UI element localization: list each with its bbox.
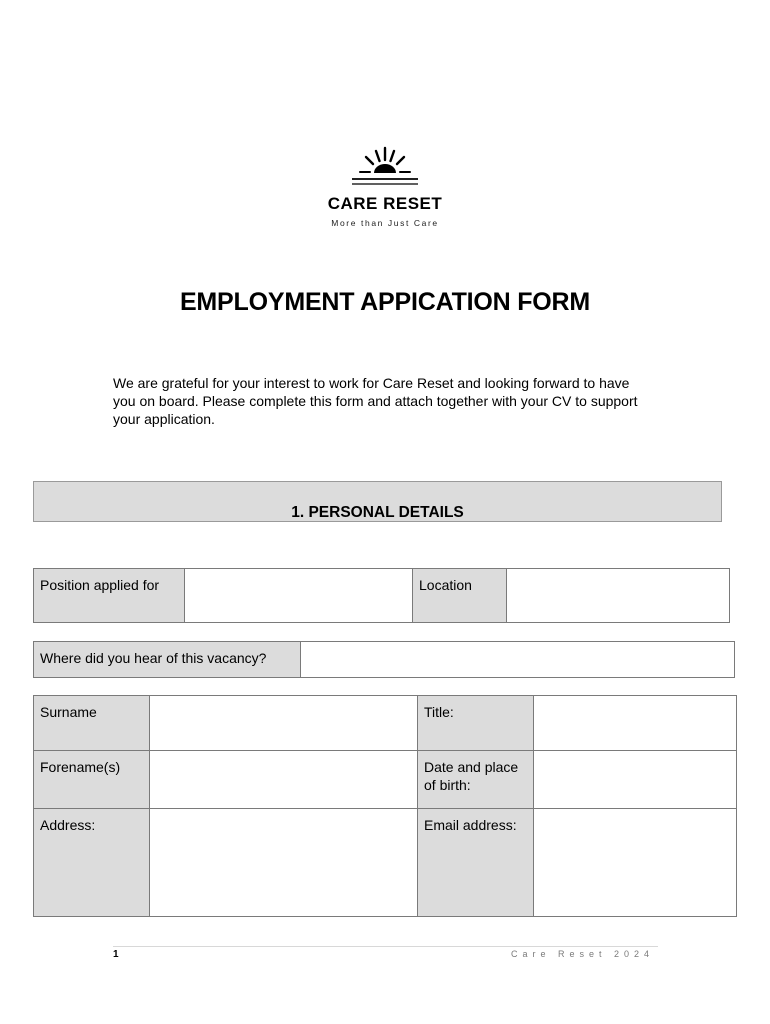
address-label: Address:: [34, 809, 150, 917]
page-number: 1: [113, 949, 119, 960]
location-input[interactable]: [507, 569, 730, 623]
address-input[interactable]: [150, 809, 418, 917]
footer-divider: [113, 946, 658, 947]
position-table: [33, 568, 730, 623]
email-input[interactable]: [534, 809, 737, 917]
email-label: Email address:: [418, 809, 534, 917]
dob-input[interactable]: [534, 751, 737, 809]
page-title: EMPLOYMENT APPICATION FORM: [179, 288, 591, 316]
title-label: Title:: [418, 696, 534, 751]
section-header-personal-details: [33, 481, 722, 522]
vacancy-source-input[interactable]: [301, 642, 735, 678]
personal-details-table: [33, 695, 737, 917]
company-logo: [320, 142, 450, 228]
vacancy-source-label: Where did you hear of this vacancy?: [34, 642, 301, 678]
location-label: Location: [413, 569, 507, 623]
vacancy-table: [33, 641, 735, 678]
footer-text: Care Reset 2024: [510, 949, 654, 959]
brand-name: CARE RESET: [327, 194, 443, 213]
forenames-input[interactable]: [150, 751, 418, 809]
position-label: Position applied for: [34, 569, 185, 623]
sunrise-icon: [350, 142, 420, 188]
surname-label: Surname: [34, 696, 150, 751]
section-title: 1. PERSONAL DETAILS: [291, 504, 464, 521]
surname-input[interactable]: [150, 696, 418, 751]
intro-paragraph: We are grateful for your interest to work for Care Reset and looking forward to have you on board. Please complete this form and attach together with your CV to support your application.: [113, 375, 638, 427]
brand-tagline: More than Just Care: [331, 218, 439, 228]
position-input[interactable]: [185, 569, 413, 623]
dob-label: Date and place of birth:: [418, 751, 534, 809]
forenames-label: Forename(s): [34, 751, 150, 809]
title-input[interactable]: [534, 696, 737, 751]
